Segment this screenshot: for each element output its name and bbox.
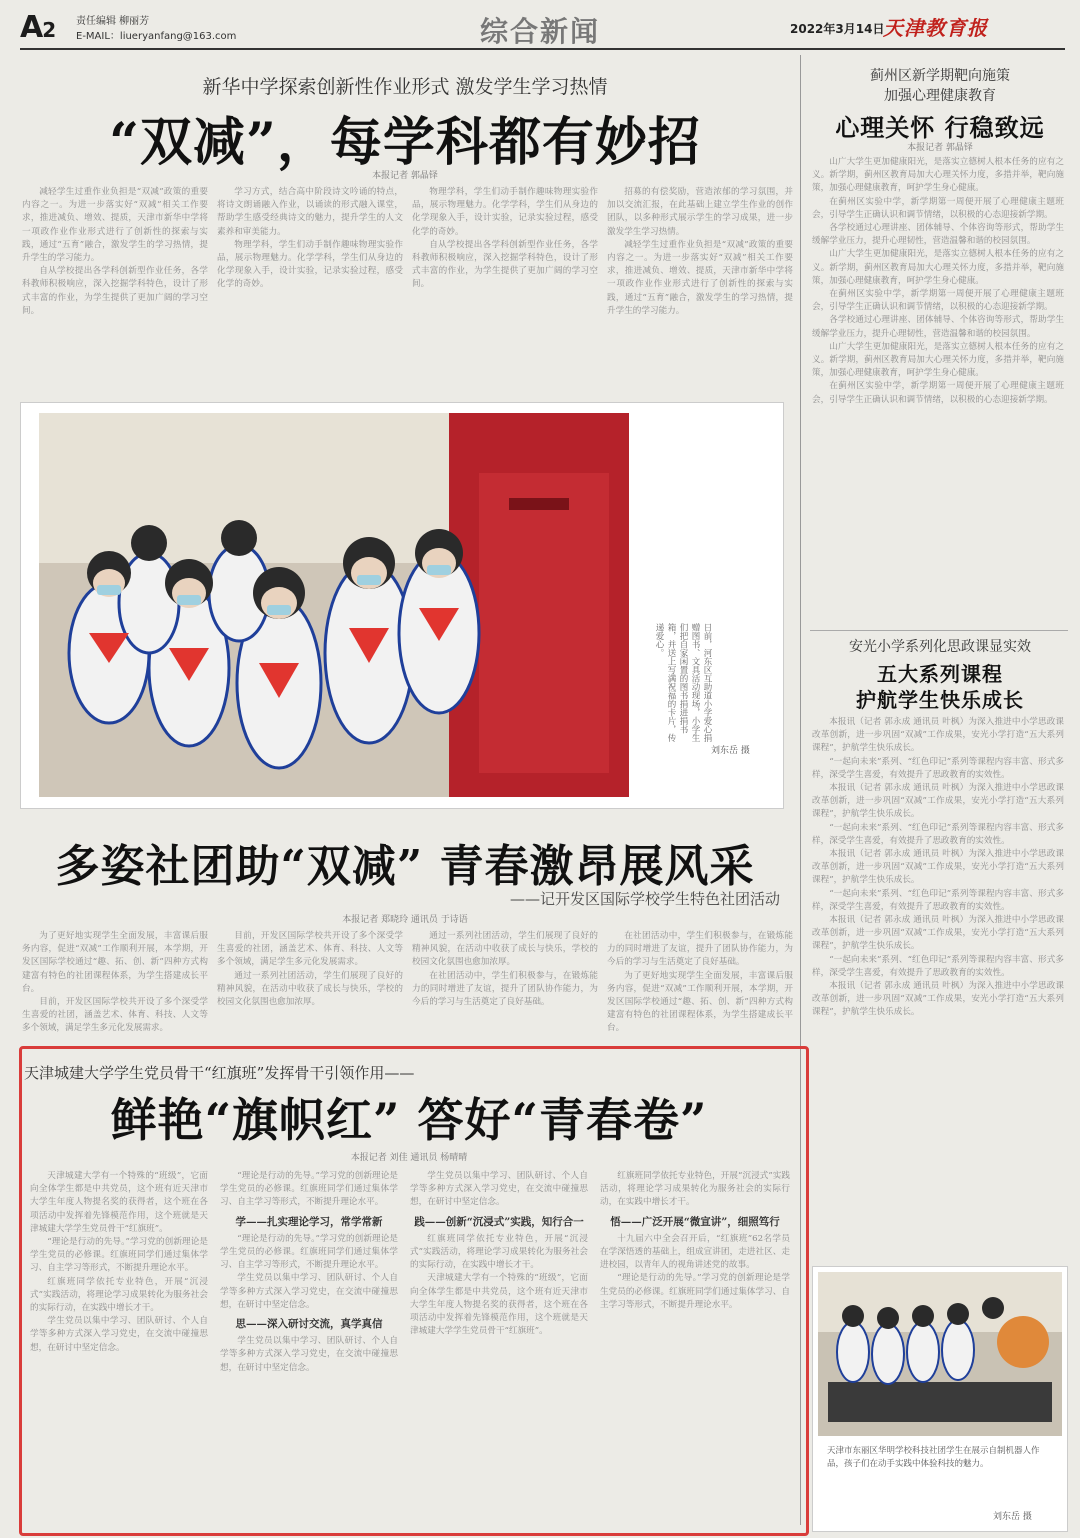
article1-column [22, 186, 208, 391]
article3-headline: 鲜艳“旗帜红” 答好“青春卷” [110, 1093, 708, 1147]
article2-column [412, 930, 598, 1040]
article2-paragraph: 为了更好地实现学生全面发展，丰富课后服务内容，促进“双减”工作顺利开展，本学期，开发区国际学校通过“趣、拓、创、新”四种方式构建富有特色的社团课程体系，为学生搭建成长平台。 [607, 970, 793, 1034]
sidebar-paragraph: “一起向未来”系列、“红色印记”系列等课程内容丰富、形式多样，深受学生喜爱，有效提升了思政教育的实效性。 [812, 954, 1064, 978]
sidebar-divider [810, 630, 1068, 631]
article2-paragraph: 通过一系列社团活动，学生们展现了良好的精神风貌，在活动中收获了成长与快乐，学校的校园文化氛围也愈加浓厚。 [217, 970, 403, 1008]
photo-credit: 刘东岳 摄 [711, 746, 750, 756]
article3-paragraph: 学生党员以集中学习、团队研讨、个人自学等多种方式深入学习党史，在交流中碰撞思想，在研讨中坚定信念。 [30, 1316, 208, 1353]
article3-paragraph: “理论是行动的先导。”学习党的创新理论是学生党员的必修课。红旗班同学们通过集体学习、自主学习等形式，不断提升理论水平。 [220, 1233, 398, 1271]
sidebar-paragraph: 在蓟州区实验中学，新学期第一周便开展了心理健康主题班会，引导学生正确认识和调节情绪，以积极的心态迎接新学期。 [812, 381, 1064, 405]
article3-column [30, 1170, 208, 1522]
article3-paragraph: 天津城建大学有一个特殊的“班级”，它面向全体学生都是中共党员，这个班有近天津市大学生年度人物提名奖的获得者，这个班在各项活动中发挥着先锋模范作用，这个班就是天津城建大学学生党员骨干“红旗班”。 [410, 1273, 588, 1337]
sidebar-photo-credit: 刘东岳 摄 [993, 1512, 1032, 1522]
article2-column [217, 930, 403, 1040]
sidebar-paragraph: 各学校通过心理讲座、团体辅导、个体咨询等形式，帮助学生缓解学业压力，提升心理韧性，营造温馨和谐的校园氛围。 [812, 315, 1064, 339]
sidebar-kicker-line: 加强心理健康教育 [884, 88, 996, 104]
children-donation-photo [39, 413, 629, 797]
article1-paragraph: 物理学科，学生们动手制作趣味物理实验作品，展示物理魅力。化学学科，学生们从身边的化学现象入手，设计实验，记录实验过程，感受化学的奇妙。 [217, 239, 403, 290]
article3-subhead: 思——深入研讨交流，真学真信 [235, 1318, 383, 1331]
sidebar-paragraph: 山广大学生更加健康阳光，是落实立德树人根本任务的应有之义。新学期，蓟州区教育局加大心理关怀力度，多措并举，靶向施策，加强心理健康教育，呵护学生身心健康。 [812, 157, 1064, 194]
article3-paragraph: “理论是行动的先导。”学习党的创新理论是学生党员的必修课。红旗班同学们通过集体学习、自主学习等形式，不断提升理论水平。 [220, 1171, 398, 1208]
article3-column [220, 1170, 398, 1522]
article2-paragraph: 目前，开发区国际学校共开设了多个深受学生喜爱的社团，涵盖艺术、体育、科技、人文等多个领域，满足学生多元化发展需求。 [22, 997, 208, 1034]
article2-paragraph: 目前，开发区国际学校共开设了多个深受学生喜爱的社团，涵盖艺术、体育、科技、人文等多个领域，满足学生多元化发展需求。 [217, 931, 403, 968]
article3-kicker: 天津城建大学学生党员骨干“红旗班”发挥骨干引领作用—— [24, 1064, 415, 1082]
sidebar-column [812, 716, 1064, 1256]
article3-paragraph: “理论是行动的先导。”学习党的创新理论是学生党员的必修课。红旗班同学们通过集体学习、自主学习等形式，不断提升理论水平。 [30, 1237, 208, 1274]
photo-caption: 日前，河东区互助道小学爱心捐赠图书、文具活动现场，小学生们把自家闲置的图书捐进捐书箱，并送上写满祝福的卡片，传递爱心。 [654, 623, 712, 742]
issue-date: 2022年3月14日 [790, 22, 885, 36]
article3-paragraph: 学生党员以集中学习、团队研讨、个人自学等多种方式深入学习党史，在交流中碰撞思想，在研讨中坚定信念。 [220, 1273, 398, 1310]
article2-headline: 多姿社团助“双减” 青春激昂展风采 [55, 841, 755, 892]
sidebar-kicker [810, 66, 1070, 106]
article3-subhead: 悟——广泛开展“微宣讲”，细照笃行 [610, 1215, 780, 1228]
sidebar-paragraph: 本报讯（记者 郭永成 通讯员 叶枫）为深入推进中小学思政课改革创新，进一步巩固“双减”工作成果，安光小学打造“五大系列课程”，护航学生快乐成长。 [812, 981, 1064, 1018]
article1-paragraph: 自从学校提出各学科创新型作业任务，各学科教师积极响应，深入挖掘学科特色，设计了形式丰富的作业，为学生提供了更加广阔的学习空间。 [22, 266, 208, 316]
article2-column [607, 930, 793, 1040]
article2-column [22, 930, 208, 1040]
sidebar-byline: 本报记者 郭晶铎 [907, 143, 973, 153]
article2-paragraph: 通过一系列社团活动，学生们展现了良好的精神风貌，在活动中收获了成长与快乐，学校的校园文化氛围也愈加浓厚。 [412, 931, 598, 968]
sidebar-paragraph: “一起向未来”系列、“红色印记”系列等课程内容丰富、形式多样，深受学生喜爱，有效提升了思政教育的实效性。 [812, 756, 1064, 780]
article3-column [410, 1170, 588, 1522]
article2-byline: 本报记者 郑晓玲 通讯员 于诗语 [342, 915, 468, 925]
article1-paragraph: 招募的有偿奖励，营造浓郁的学习氛围，并加以交流汇报，在此基础上建立学生作业的创作团队，以多种形式展示学生的学习成果，进一步激发学生学习热情。 [607, 187, 793, 237]
article3-paragraph: 红旗班同学依托专业特色，开展“沉浸式”实践活动，将理论学习成果转化为服务社会的实际行动，在实践中增长才干。 [410, 1233, 588, 1271]
article2-paragraph: 为了更好地实现学生全面发展，丰富课后服务内容，促进“双减”工作顺利开展，本学期，开发区国际学校通过“趣、拓、创、新”四种方式构建富有特色的社团课程体系，为学生搭建成长平台。 [22, 931, 208, 994]
section-title: 综合新闻 [479, 15, 600, 48]
article1-column [217, 186, 403, 391]
sidebar-kicker-line: 蓟州区新学期靶向施策 [870, 68, 1010, 84]
article3-paragraph: 学生党员以集中学习、团队研讨、个人自学等多种方式深入学习党史，在交流中碰撞思想，在研讨中坚定信念。 [410, 1171, 588, 1208]
sidebar-photo-frame [812, 1266, 1068, 1532]
article3-column [600, 1170, 790, 1522]
sidebar-paragraph: 本报讯（记者 郭永成 通讯员 叶枫）为深入推进中小学思政课改革创新，进一步巩固“双减”工作成果，安光小学打造“五大系列课程”，护航学生快乐成长。 [812, 915, 1064, 952]
article3-paragraph: 学生党员以集中学习、团队研讨、个人自学等多种方式深入学习党史，在交流中碰撞思想，在研讨中坚定信念。 [220, 1336, 398, 1373]
article3-paragraph: 红旗班同学依托专业特色，开展“沉浸式”实践活动，将理论学习成果转化为服务社会的实际行动，在实践中增长才干。 [30, 1276, 208, 1314]
sidebar-paragraph: 本报讯（记者 郭永成 通讯员 叶枫）为深入推进中小学思政课改革创新，进一步巩固“双减”工作成果，安光小学打造“五大系列课程”，护航学生快乐成长。 [812, 717, 1064, 754]
article2-subtitle: ——记开发区国际学校学生特色社团活动 [509, 890, 780, 908]
news-photo-frame [20, 402, 784, 809]
robot-club-photo [818, 1272, 1062, 1436]
article3-paragraph: “理论是行动的先导。”学习党的创新理论是学生党员的必修课。红旗班同学们通过集体学习、自主学习等形式，不断提升理论水平。 [600, 1273, 790, 1310]
article3-paragraph: 红旗班同学依托专业特色，开展“沉浸式”实践活动，将理论学习成果转化为服务社会的实际行动，在实践中增长才干。 [600, 1171, 790, 1208]
sidebar-column [812, 156, 1064, 626]
article1-byline: 本报记者 郭晶铎 [372, 171, 438, 181]
sidebar-paragraph: 各学校通过心理讲座、团体辅导、个体咨询等形式，帮助学生缓解学业压力，提升心理韧性，营造温馨和谐的校园氛围。 [812, 223, 1064, 247]
sidebar-paragraph: 在蓟州区实验中学，新学期第一周便开展了心理健康主题班会，引导学生正确认识和调节情绪，以积极的心态迎接新学期。 [812, 289, 1064, 313]
sidebar-paragraph: 在蓟州区实验中学，新学期第一周便开展了心理健康主题班会，引导学生正确认识和调节情绪，以积极的心态迎接新学期。 [812, 196, 1064, 220]
sidebar-paragraph: 本报讯（记者 郭永成 通讯员 叶枫）为深入推进中小学思政课改革创新，进一步巩固“双减”工作成果，安光小学打造“五大系列课程”，护航学生快乐成长。 [812, 849, 1064, 886]
article1-paragraph: 学习方式，结合高中阶段诗文吟诵的特点，将诗文朗诵融入作业，以诵读的形式融入课堂，帮助学生感受经典诗文的魅力，提升学生的人文素养和审美能力。 [217, 187, 403, 237]
sidebar-paragraph: “一起向未来”系列、“红色印记”系列等课程内容丰富、形式多样，深受学生喜爱，有效提升了思政教育的实效性。 [812, 888, 1064, 912]
newspaper-brand: 天津教育报 [883, 16, 988, 40]
sidebar-headline2a: 五大系列课程 [877, 662, 1003, 686]
article2-paragraph: 在社团活动中，学生们积极参与，在锻炼能力的同时增进了友谊，提升了团队协作能力，为今后的学习与生活奠定了良好基础。 [412, 970, 598, 1008]
editor-email: E-MAIL：liueryanfang@163.com [76, 31, 237, 42]
article1-headline: “双减”，每学科都有妙招 [109, 112, 701, 173]
sidebar-kicker2: 安光小学系列化思政课显实效 [849, 639, 1031, 655]
article2-paragraph: 在社团活动中，学生们积极参与，在锻炼能力的同时增进了友谊，提升了团队协作能力，为今后的学习与生活奠定了良好基础。 [607, 931, 793, 968]
article1-column [607, 186, 793, 391]
article1-paragraph: 减轻学生过重作业负担是“双减”政策的重要内容之一。为进一步落实好“双减”相关工作要求，推进减负、增效、提质，天津市新华中学将一项政作业作业形式进行了创新性的探索与实践，通过“五育”融合，激发学生的学习热情，提升学生的学习能力。 [22, 187, 208, 264]
article3-subhead: 学——扎实理论学习，常学常新 [235, 1215, 383, 1228]
editor-name: 责任编辑 柳丽芳 [76, 16, 150, 27]
article3-paragraph: 十九届六中全会召开后，“红旗班”62名学员在学深悟透的基础上，组成宣讲团，走进社区、走进校园，以青年人的视角讲述党的故事。 [600, 1233, 790, 1271]
article1-kicker: 新华中学探索创新性作业形式 激发学生学习热情 [202, 76, 608, 98]
article1-paragraph: 自从学校提出各学科创新型作业任务，各学科教师积极响应，深入挖掘学科特色，设计了形式丰富的作业，为学生提供了更加广阔的学习空间。 [412, 239, 598, 290]
article3-subhead: 践——创新“沉浸式”实践，知行合一 [414, 1215, 584, 1228]
sidebar-paragraph: “一起向未来”系列、“红色印记”系列等课程内容丰富、形式多样，深受学生喜爱，有效提升了思政教育的实效性。 [812, 822, 1064, 846]
sidebar-paragraph: 山广大学生更加健康阳光，是落实立德树人根本任务的应有之义。新学期，蓟州区教育局加大心理关怀力度，多措并举，靶向施策，加强心理健康教育，呵护学生身心健康。 [812, 249, 1064, 286]
sidebar-headline: 心理关怀 行稳致远 [835, 113, 1045, 142]
article1-paragraph: 物理学科，学生们动手制作趣味物理实验作品，展示物理魅力。化学学科，学生们从身边的化学现象入手，设计实验，记录实验过程，感受化学的奇妙。 [412, 187, 598, 237]
page-number: A2 [20, 10, 56, 45]
article1-column [412, 186, 598, 391]
editor-info [76, 14, 236, 44]
article3-byline: 本报记者 刘佳 通讯员 杨晴晴 [350, 1153, 468, 1163]
article3-paragraph: 天津城建大学有一个特殊的“班级”，它面向全体学生都是中共党员，这个班有近天津市大学生年度人物提名奖的获得者，这个班在各项活动中发挥着先锋模范作用，这个班就是天津城建大学学生党员骨干“红旗班”。 [30, 1171, 208, 1234]
sidebar-photo-caption: 天津市东丽区华明学校科技社团学生在展示自制机器人作品，孩子们在动手实践中体验科技的魅力。 [827, 1446, 1040, 1469]
header-rule [20, 48, 1065, 50]
sidebar-paragraph: 山广大学生更加健康阳光，是落实立德树人根本任务的应有之义。新学期，蓟州区教育局加大心理关怀力度，多措并举，靶向施策，加强心理健康教育，呵护学生身心健康。 [812, 341, 1064, 379]
article1-paragraph: 减轻学生过重作业负担是“双减”政策的重要内容之一。为进一步落实好“双减”相关工作要求，推进减负、增效、提质，天津市新华中学将一项政作业作业形式进行了创新性的探索与实践，通过“五育”融合，激发学生的学习热情，提升学生的学习能力。 [607, 239, 793, 316]
sidebar-headline2b: 护航学生快乐成长 [856, 688, 1024, 712]
sidebar-paragraph: 本报讯（记者 郭永成 通讯员 叶枫）为深入推进中小学思政课改革创新，进一步巩固“双减”工作成果，安光小学打造“五大系列课程”，护航学生快乐成长。 [812, 783, 1064, 820]
